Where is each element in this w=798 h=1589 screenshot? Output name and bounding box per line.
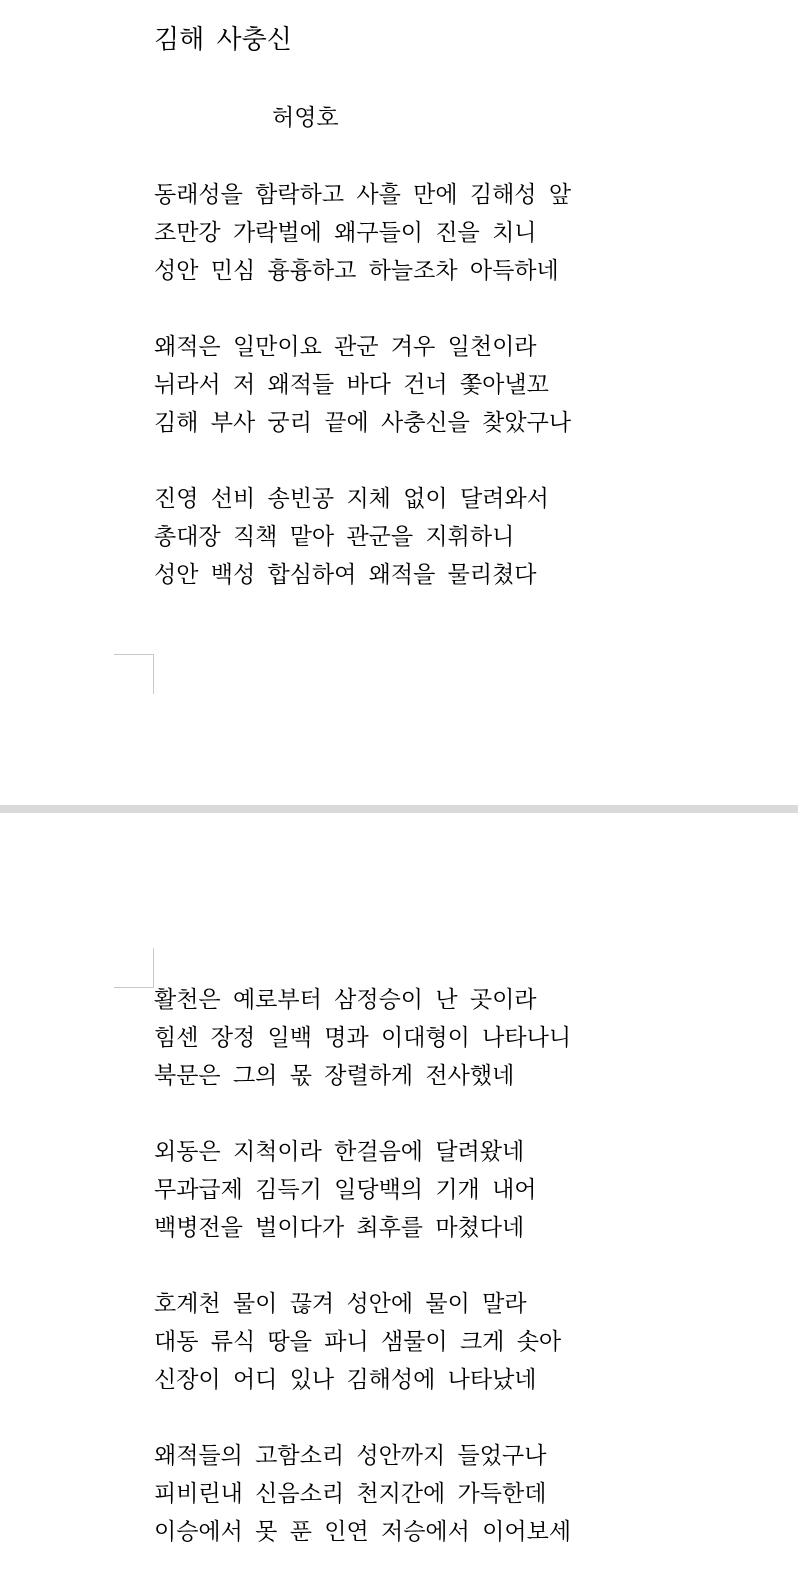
stanza	[154, 480, 571, 594]
poem-line: 호계천 물이 끊겨 성안에 물이 말라	[154, 1291, 527, 1317]
poem-line: 진영 선비 송빈공 지체 없이 달려와서	[154, 486, 549, 512]
poem-body-page-1	[154, 176, 571, 632]
poem-author: 허영호	[272, 105, 339, 131]
poem-line: 총대장 직책 맡아 관군을 지휘하니	[154, 524, 515, 550]
poem-line: 피비린내 신음소리 천지간에 가득한데	[154, 1481, 547, 1507]
document-page-2	[0, 813, 798, 1568]
poem-line: 이승에서 못 푼 인연 저승에서 이어보세	[154, 1519, 572, 1545]
poem-line: 동래성을 함락하고 사흘 만에 김해성 앞	[154, 182, 572, 208]
page-separator	[0, 805, 798, 813]
stanza	[154, 981, 571, 1095]
poem-line: 활천은 예로부터 삼정승이 난 곳이라	[154, 987, 537, 1013]
poem-line: 왜적은 일만이요 관군 겨우 일천이라	[154, 334, 537, 360]
poem-line: 성안 민심 흉흉하고 하늘조차 아득하네	[154, 258, 559, 284]
page-margin-marker	[114, 654, 154, 694]
poem-line: 무과급제 김득기 일당백의 기개 내어	[154, 1177, 537, 1203]
poem-line: 신장이 어디 있나 김해성에 나타났네	[154, 1367, 537, 1393]
poem-line: 왜적들의 고함소리 성안까지 들었구나	[154, 1443, 547, 1469]
poem-line: 북문은 그의 몫 장렬하게 전사했네	[154, 1063, 515, 1089]
stanza	[154, 328, 571, 442]
poem-title: 김해 사충신	[154, 25, 292, 55]
stanza	[154, 1437, 571, 1551]
page-margin-marker	[114, 948, 154, 988]
poem-line: 대동 류식 땅을 파니 샘물이 크게 솟아	[154, 1329, 562, 1355]
poem-line: 뉘라서 저 왜적들 바다 건너 쫓아낼꼬	[154, 372, 549, 398]
stanza	[154, 176, 571, 290]
poem-body-page-2	[154, 981, 571, 1589]
poem-line: 조만강 가락벌에 왜구들이 진을 치니	[154, 220, 537, 246]
stanza	[154, 1285, 571, 1399]
stanza	[154, 1133, 571, 1247]
poem-line: 백병전을 벌이다가 최후를 마쳤다네	[154, 1215, 525, 1241]
poem-line: 성안 백성 합심하여 왜적을 물리쳤다	[154, 562, 537, 588]
poem-line: 김해 부사 궁리 끝에 사충신을 찾았구나	[154, 410, 572, 436]
poem-line: 힘센 장정 일백 명과 이대형이 나타나니	[154, 1025, 572, 1051]
poem-line: 외동은 지척이라 한걸음에 달려왔네	[154, 1139, 525, 1165]
